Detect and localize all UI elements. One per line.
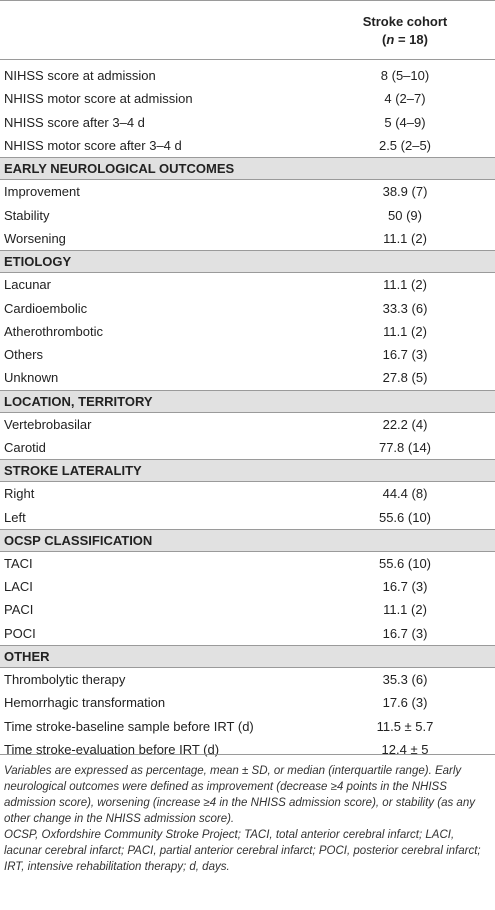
table-footnotes xyxy=(0,754,495,875)
table-row xyxy=(0,64,495,87)
column-header xyxy=(330,13,480,49)
row-label: POCI xyxy=(4,625,36,641)
table-row xyxy=(0,366,495,389)
table-row xyxy=(0,227,495,250)
table-row xyxy=(0,552,495,575)
n-symbol: n xyxy=(386,32,395,47)
table-row xyxy=(0,111,495,134)
row-label: Worsening xyxy=(4,230,66,246)
table-row xyxy=(0,436,495,459)
row-label: Hemorrhagic transformation xyxy=(4,695,166,711)
row-label: Lacunar xyxy=(4,277,51,293)
row-value: 8 (5–10) xyxy=(380,68,430,84)
table-row xyxy=(0,413,495,436)
row-value: 55.6 (10) xyxy=(378,555,432,571)
section-header: ETIOLOGY xyxy=(0,250,495,273)
table-row xyxy=(0,575,495,598)
row-value: 27.8 (5) xyxy=(382,370,428,386)
row-label: Atherothrombotic xyxy=(4,323,103,339)
row-value: 11.1 (2) xyxy=(383,323,427,339)
row-value: 11.5 ± 5.7 xyxy=(376,718,434,734)
table-row xyxy=(0,296,495,319)
table-row xyxy=(0,320,495,343)
table-row xyxy=(0,134,495,157)
row-value: 4 (2–7) xyxy=(384,91,426,107)
row-label: Right xyxy=(4,486,35,502)
row-value: 16.7 (3) xyxy=(382,347,428,363)
table-row xyxy=(0,691,495,714)
section-header: LOCATION, TERRITORY xyxy=(0,390,495,413)
row-value: 5 (4–9) xyxy=(384,114,426,130)
row-value: 12.4 ± 5 xyxy=(381,741,429,757)
row-label: NHISS motor score after 3–4 d xyxy=(4,138,182,154)
section-header: STROKE LATERALITY xyxy=(0,459,495,482)
section-header: OTHER xyxy=(0,645,495,668)
table-row xyxy=(0,203,495,226)
row-label: Left xyxy=(4,509,26,525)
table-body xyxy=(0,64,495,761)
table-row xyxy=(0,180,495,203)
row-label: Others xyxy=(4,347,44,363)
table-row xyxy=(0,622,495,645)
row-label: Improvement xyxy=(4,184,80,200)
row-value: 77.8 (14) xyxy=(378,440,432,455)
row-value: 11.1 (2) xyxy=(383,277,427,293)
table-row xyxy=(0,715,495,738)
row-label: Time stroke-evaluation before IRT (d) xyxy=(4,741,220,757)
row-label: LACI xyxy=(4,579,33,595)
row-value: 33.3 (6) xyxy=(382,300,428,316)
section-header: EARLY NEUROLOGICAL OUTCOMES xyxy=(0,157,495,180)
row-value: 22.2 (4) xyxy=(382,416,428,432)
row-label: NHISS score after 3–4 d xyxy=(4,114,145,130)
table-row xyxy=(0,343,495,366)
table-row xyxy=(0,668,495,691)
row-value: 16.7 (3) xyxy=(382,625,428,641)
row-value: 11.1 (2) xyxy=(383,602,427,618)
column-title: Stroke cohort xyxy=(362,14,448,29)
row-label: Unknown xyxy=(4,370,59,386)
row-value: 2.5 (2–5) xyxy=(378,138,432,154)
row-value: 44.4 (8) xyxy=(382,486,428,502)
row-label: Stability xyxy=(4,207,50,223)
table-row xyxy=(0,87,495,110)
table-row xyxy=(0,273,495,296)
row-value: 16.7 (3) xyxy=(382,579,428,595)
row-label: Carotid xyxy=(4,440,46,455)
row-label: Thrombolytic therapy xyxy=(4,672,126,688)
footnote-abbreviations: OCSP, Oxfordshire Community Stroke Project; TACI, total anterior cerebral infarct; LACI, lacunar cerebral infarct; PACI, partial anterior cerebral infarct; POCI, posterior cerebral infarct; IRT, intensive rehabilitation therapy; d, days. xyxy=(4,829,481,873)
row-value: 55.6 (10) xyxy=(378,509,432,525)
row-value: 17.6 (3) xyxy=(382,695,428,711)
table-row xyxy=(0,505,495,528)
column-n: (n = 18) xyxy=(382,32,428,47)
row-label: Vertebrobasilar xyxy=(4,416,92,432)
row-label: Cardioembolic xyxy=(4,300,88,316)
row-label: NIHSS score at admission xyxy=(4,68,156,84)
row-value: 11.1 (2) xyxy=(383,230,427,246)
table-row xyxy=(0,598,495,621)
footnote-definitions: Variables are expressed as percentage, mean ± SD, or median (interquartile range). Early neurological outcomes were defined as improvement (decrease ≥4 points in the NHISS admission score), worsening (increase ≥4 in the NHISS admission score), or stability (as any other change in the NHISS admission score). xyxy=(4,765,475,825)
row-value: 50 (9) xyxy=(388,207,422,223)
row-label: TACI xyxy=(4,555,33,571)
table-row xyxy=(0,482,495,505)
row-value: 35.3 (6) xyxy=(382,672,428,688)
row-value: 38.9 (7) xyxy=(382,184,428,200)
row-label: PACI xyxy=(4,602,34,618)
n-value: 18 xyxy=(409,32,424,47)
row-label: Time stroke-baseline sample before IRT (d) xyxy=(4,718,254,734)
section-header: OCSP CLASSIFICATION xyxy=(0,529,495,552)
row-label: NHISS motor score at admission xyxy=(4,91,193,107)
table-header xyxy=(0,0,495,60)
